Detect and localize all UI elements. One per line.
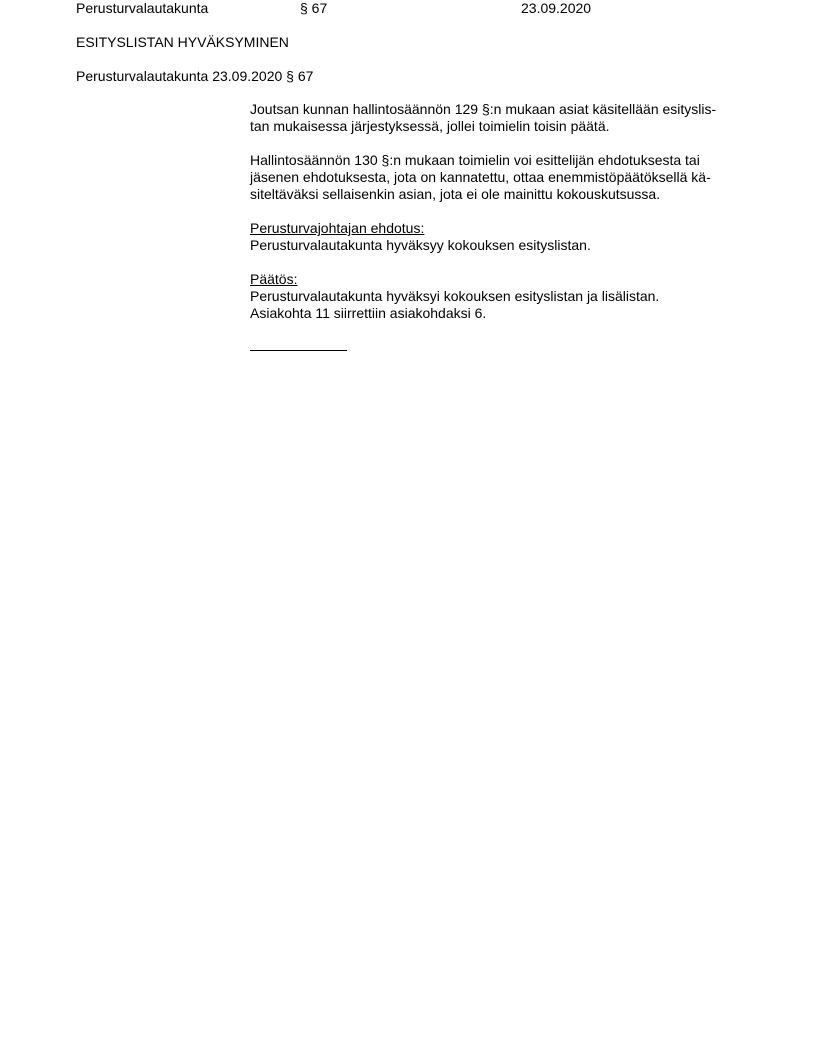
proposal-section — [250, 220, 750, 254]
paragraph-rules-129 — [250, 101, 750, 135]
paragraph-line: Hallintosäännön 130 §:n mukaan toimielin voi esittelijän ehdotuksesta tai — [250, 152, 700, 168]
header-date: 23.09.2020 — [521, 0, 592, 16]
decision-heading: Päätös: — [250, 271, 298, 287]
document-body — [250, 101, 750, 351]
decision-text-line: Asiakohta 11 siirrettiin asiakohdaksi 6. — [250, 305, 487, 321]
paragraph-line: Joutsan kunnan hallintosäännön 129 §:n mukaan asiat käsitellään esityslis- — [250, 101, 717, 117]
decision-section — [250, 271, 750, 322]
header-section-number: § 67 — [300, 0, 328, 16]
decision-text-line: Perusturvalautakunta hyväksyi kokouksen esityslistan ja lisälistan. — [250, 288, 660, 304]
proposal-heading: Perusturvajohtajan ehdotus: — [250, 220, 425, 236]
header-committee: Perusturvalautakunta — [76, 0, 209, 16]
closing-divider — [250, 350, 347, 351]
document-title: ESITYSLISTAN HYVÄKSYMINEN — [76, 34, 289, 50]
proposal-text: Perusturvalautakunta hyväksyy kokouksen esityslistan. — [250, 237, 591, 253]
meeting-reference: Perusturvalautakunta 23.09.2020 § 67 — [76, 68, 314, 84]
paragraph-line: tan mukaisessa järjestyksessä, jollei toimielin toisin päätä. — [250, 118, 610, 134]
paragraph-rules-130 — [250, 152, 750, 203]
paragraph-line: siteltäväksi sellaisenkin asian, jota ei ole mainittu kokouskutsussa. — [250, 186, 661, 202]
paragraph-line: jäsenen ehdotuksesta, jota on kannatettu, ottaa enemmistöpäätöksellä kä- — [250, 169, 711, 185]
